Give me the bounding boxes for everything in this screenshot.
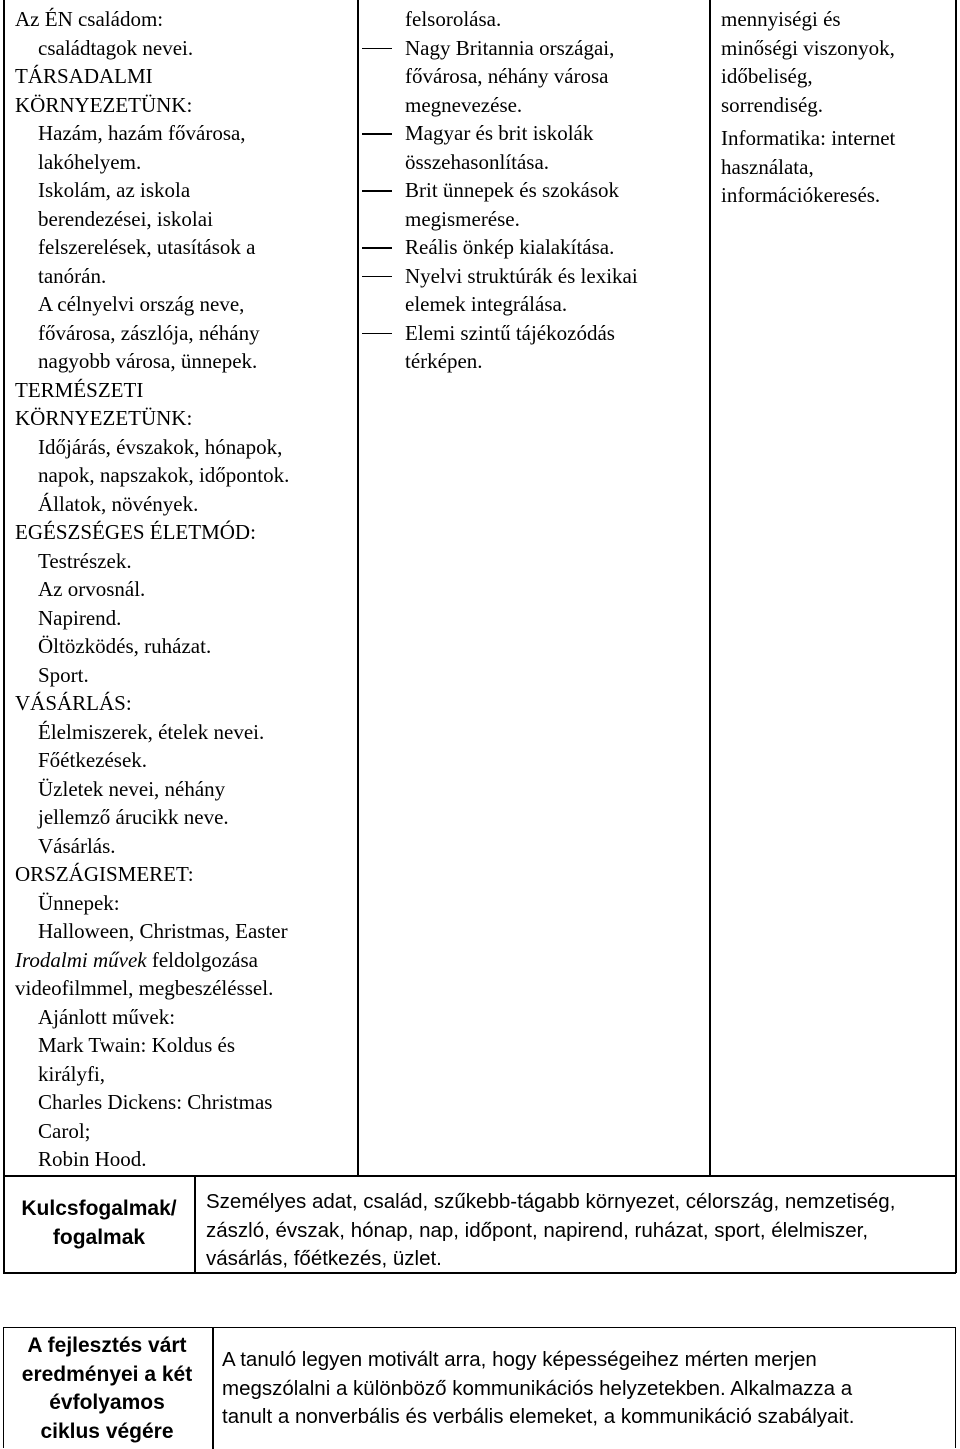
results-label-line: A fejlesztés várt — [27, 1334, 187, 1357]
topic-line: Vásárlás. — [38, 833, 116, 858]
topic-line: Testrészek. — [38, 548, 132, 573]
activity-line: Nyelvi struktúrák és lexikai — [405, 263, 638, 288]
results-label-line: évfolyamos — [49, 1391, 165, 1414]
kulcsfogalmak-line: vásárlás, főétkezés, üzlet. — [206, 1247, 442, 1270]
kulcsfogalmak-content — [206, 1188, 954, 1274]
kulcsfogalmak-label-line-1: Kulcsfogalmak/ — [21, 1197, 177, 1220]
dash-bullet-icon — [362, 276, 392, 278]
topic-line: berendezései, iskolai — [38, 206, 213, 231]
topic-line: Halloween, Christmas, Easter — [38, 919, 288, 943]
activities-first-line: felsorolása. — [405, 7, 502, 31]
topic-line: TERMÉSZETI — [15, 377, 144, 402]
topic-line: ORSZÁGISMERET: — [15, 862, 194, 886]
results-divider — [212, 1328, 214, 1449]
topic-line: Állatok, növények. — [38, 491, 199, 516]
literature-line: Robin Hood. — [38, 1147, 147, 1171]
topic-line: Az orvosnál. — [38, 577, 146, 601]
literature-line: Charles Dickens: Christmas — [38, 1090, 273, 1114]
kulcsfogalmak-label — [3, 1195, 195, 1252]
topic-line: nagyobb városa, ünnepek. — [38, 349, 258, 373]
activity-line: elemek integrálása. — [405, 292, 568, 316]
results-label — [4, 1332, 210, 1446]
topic-line: Sport. — [38, 662, 89, 687]
activity-line: Brit ünnepek és szokások — [405, 178, 620, 202]
results-line: tanult a nonverbális és verbális elemeket, a kommunikáció szabályait. — [222, 1405, 855, 1428]
irodalmi-rest: feldolgozása — [146, 947, 258, 972]
kulcsfogalmak-label-line-2: fogalmak — [52, 1225, 146, 1249]
topic-line: Üzletek nevei, néhány — [38, 776, 226, 801]
dash-bullet-icon — [362, 190, 392, 192]
dash-bullet-icon — [362, 48, 392, 50]
literature-line: Ajánlott művek: — [38, 1004, 176, 1029]
table1-right-border — [955, 0, 957, 1273]
literature-line: videofilmmel, megbeszéléssel. — [15, 976, 274, 1000]
connection-line: minőségi viszonyok, — [721, 35, 895, 60]
activity-item — [357, 262, 709, 319]
connection-line: Informatika: internet — [721, 126, 896, 150]
connection-line: időbeliség, — [721, 64, 813, 88]
activity-line: Nagy Britannia országai, — [405, 35, 615, 60]
topic-line: KÖRNYEZETÜNK: — [15, 406, 193, 430]
topic-line: Ünnepek: — [38, 890, 120, 915]
topics-list — [15, 5, 355, 946]
activities-list — [357, 34, 709, 376]
irodalmi-line — [15, 946, 355, 975]
activity-line: megismerése. — [405, 206, 520, 231]
dash-bullet-icon — [362, 133, 392, 135]
literature-line: királyfi, — [38, 1061, 106, 1086]
activity-line: térképen. — [405, 349, 483, 373]
results-line: megszólalni a különböző kommunikációs helyzetekben. Alkalmazza a — [222, 1376, 853, 1400]
activities-column — [357, 5, 709, 376]
topic-line: EGÉSZSÉGES ÉLETMÓD: — [15, 520, 256, 544]
connections-block-2 — [721, 124, 953, 210]
literature-line: Mark Twain: Koldus és — [38, 1033, 236, 1057]
topic-line: Az ÉN családom: — [15, 7, 164, 31]
topic-line: fővárosa, zászlója, néhány — [38, 320, 260, 345]
topic-line: Iskolám, az iskola — [38, 178, 191, 202]
topic-line: tanórán. — [38, 263, 107, 288]
topic-line: Időjárás, évszakok, hónapok, — [38, 434, 283, 459]
topic-line: A célnyelvi ország neve, — [38, 292, 245, 316]
literature-line: Carol; — [38, 1118, 91, 1143]
connection-line: mennyiségi és — [721, 7, 841, 31]
topic-line: jellemző árucikk neve. — [38, 805, 229, 829]
table1-left-border — [3, 0, 5, 1273]
topic-line: családtagok nevei. — [38, 35, 194, 60]
activity-line: Magyar és brit iskolák — [405, 121, 594, 145]
connection-line: használata, — [721, 154, 814, 179]
irodalmi-italic: Irodalmi művek — [15, 947, 147, 972]
dash-bullet-icon — [362, 247, 392, 249]
results-line: A tanuló legyen motivált arra, hogy képességeihez mérten merjen — [222, 1348, 817, 1371]
activity-item — [357, 233, 709, 262]
results-content — [222, 1346, 952, 1432]
activity-item — [357, 319, 709, 376]
col-divider-2 — [709, 0, 711, 1176]
connection-line: sorrendiség. — [721, 92, 824, 117]
connections-block-1 — [721, 5, 953, 119]
results-label-line: eredményei a két — [21, 1362, 193, 1386]
connections-column — [721, 5, 953, 210]
topic-line: Főétkezések. — [38, 748, 148, 772]
topic-line: Napirend. — [38, 605, 122, 630]
topic-line: felszerelések, utasítások a — [38, 235, 256, 259]
dash-bullet-icon — [362, 333, 392, 335]
results-label-line: ciklus végére — [40, 1419, 174, 1443]
topic-line: lakóhelyem. — [38, 149, 142, 174]
literature-list — [15, 974, 355, 1174]
topic-line: Hazám, hazám fővárosa, — [38, 121, 246, 145]
topic-line: VÁSÁRLÁS: — [15, 691, 132, 715]
kulcsfogalmak-line: Személyes adat, család, szűkebb-tágabb környezet, célország, nemzetiség, — [206, 1190, 896, 1213]
topic-line: KÖRNYEZETÜNK: — [15, 92, 193, 117]
row-divider — [3, 1175, 956, 1177]
activity-line: Reális önkép kialakítása. — [405, 235, 615, 259]
topic-line: napok, napszakok, időpontok. — [38, 463, 290, 487]
topic-line: Öltözködés, ruházat. — [38, 634, 212, 658]
activity-line: fővárosa, néhány városa — [405, 64, 609, 88]
topic-line: Élelmiszerek, ételek nevei. — [38, 719, 265, 744]
activity-item — [357, 34, 709, 120]
activity-line: megnevezése. — [405, 92, 523, 117]
activity-line: összehasonlítása. — [405, 149, 550, 174]
topic-line: TÁRSADALMI — [15, 64, 153, 88]
kulcsfogalmak-line: zászló, évszak, hónap, nap, időpont, napirend, ruházat, sport, élelmiszer, — [206, 1218, 869, 1242]
connection-line: információkeresés. — [721, 183, 881, 207]
activity-line: Elemi szintű tájékozódás — [405, 320, 615, 345]
activity-item — [357, 176, 709, 233]
topics-column — [15, 5, 355, 1174]
activity-item — [357, 119, 709, 176]
